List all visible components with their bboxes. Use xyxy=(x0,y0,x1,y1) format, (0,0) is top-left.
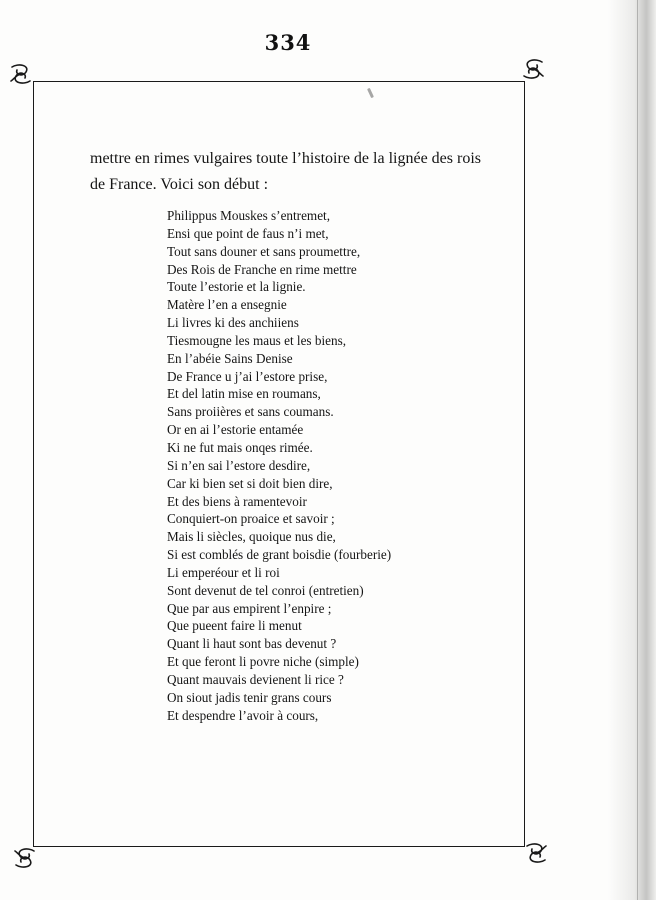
poem-line: Et que feront li povre niche (simple) xyxy=(167,654,359,670)
page-edge-line xyxy=(637,0,638,900)
poem-verse-block xyxy=(167,207,391,724)
poem-line: Li emperéour et li roi xyxy=(167,564,280,580)
poem-line: Que pueent faire li menut xyxy=(167,618,302,634)
poem-line: Mais li siècles, quoique nus die, xyxy=(167,529,336,545)
poem-line: Ki ne fut mais onqes rimée. xyxy=(167,439,313,455)
poem-line: Et des biens à ramentevoir xyxy=(167,493,307,509)
poem-line: Quant mauvais devienent li rice ? xyxy=(167,671,344,687)
poem-line: Et del latin mise en roumans, xyxy=(167,386,321,402)
poem-line: Conquiert-on proaice et savoir ; xyxy=(167,511,335,527)
poem-line: Tiesmougne les maus et les biens, xyxy=(167,332,346,348)
poem-line: Ensi que point de faus n’i met, xyxy=(167,225,329,241)
intro-line: mettre en rimes vulgaires toute l’histoire de la lignée des rois xyxy=(90,150,481,167)
fleuron-icon xyxy=(12,845,38,871)
poem-line: Et despendre l’avoir à cours, xyxy=(167,707,319,723)
poem-line: Li livres ki des anchiiens xyxy=(167,315,299,331)
poem-line: Quant li haut sont bas devenut ? xyxy=(167,636,337,652)
poem-line: Sont devenut de tel conroi (entretien) xyxy=(167,582,364,598)
poem-line: Or en ai l’estorie entamée xyxy=(167,422,304,438)
poem-line: Tout sans douner et sans proumettre, xyxy=(167,243,361,259)
poem-line: Des Rois de Franche en rime mettre xyxy=(167,261,357,277)
intro-line: de France. Voici son début : xyxy=(90,176,269,193)
intro-paragraph xyxy=(90,146,510,198)
poem-line: De France u j’ai l’estore prise, xyxy=(167,368,328,384)
poem-line: Car ki bien set si doit bien dire, xyxy=(167,475,333,491)
page-number: 334 xyxy=(264,30,312,55)
poem-line: Sans proiières et sans coumans. xyxy=(167,404,334,420)
page-edge-shadow xyxy=(608,0,656,900)
poem-line: Si est comblés de grant boisdie (fourberie) xyxy=(167,547,392,563)
fleuron-icon xyxy=(8,61,34,87)
fleuron-icon xyxy=(523,840,549,866)
poem-line: En l’abéie Sains Denise xyxy=(167,350,293,366)
poem-line: On siout jadis tenir grans cours xyxy=(167,689,332,705)
fleuron-icon xyxy=(520,56,546,82)
poem-line: Toute l’estorie et la lignie. xyxy=(167,279,306,295)
poem-line: Que par aus empirent l’enpire ; xyxy=(167,600,332,616)
poem-line: Philippus Mouskes s’entremet, xyxy=(167,208,331,223)
poem-line: Matère l’en a ensegnie xyxy=(167,297,287,313)
poem-line: Si n’en sai l’estore desdire, xyxy=(167,457,311,473)
